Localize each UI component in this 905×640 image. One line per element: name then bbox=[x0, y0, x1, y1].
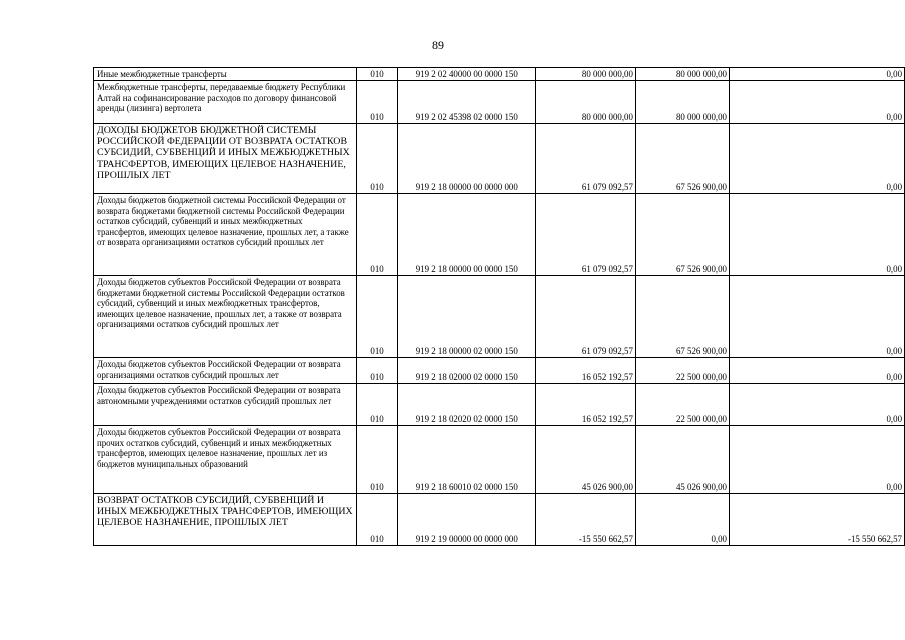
table-row bbox=[94, 426, 905, 494]
revenue-table-body bbox=[94, 68, 905, 546]
row-budget-code: 919 2 18 02000 02 0000 150 bbox=[398, 358, 536, 384]
row-admin-code: 010 bbox=[356, 384, 398, 426]
row-fact: 45 026 900,00 bbox=[635, 426, 729, 494]
row-admin-code: 010 bbox=[356, 276, 398, 358]
row-fact: 67 526 900,00 bbox=[635, 276, 729, 358]
row-name: ДОХОДЫ БЮДЖЕТОВ БЮДЖЕТНОЙ СИСТЕМЫ РОССИЙСКОЙ ФЕДЕРАЦИИ ОТ ВОЗВРАТА ОСТАТКОВ СУБСИДИЙ, СУБВЕНЦИЙ И ИНЫХ МЕЖБЮДЖЕТНЫХ ТРАНСФЕРТОВ, ИМЕЮЩИХ ЦЕЛЕВОЕ НАЗНАЧЕНИЕ, ПРОШЛЫХ ЛЕТ bbox=[94, 124, 357, 194]
row-fact: 67 526 900,00 bbox=[635, 124, 729, 194]
row-budget-code: 919 2 02 45398 02 0000 150 bbox=[398, 81, 536, 124]
row-budget-code: 919 2 18 60010 02 0000 150 bbox=[398, 426, 536, 494]
row-plan: 80 000 000,00 bbox=[536, 81, 636, 124]
row-budget-code: 919 2 18 00000 00 0000 000 bbox=[398, 124, 536, 194]
row-budget-code: 919 2 02 40000 00 0000 150 bbox=[398, 68, 536, 81]
row-admin-code: 010 bbox=[356, 81, 398, 124]
row-remainder: 0,00 bbox=[729, 384, 904, 426]
table-row bbox=[94, 81, 905, 124]
row-fact: 80 000 000,00 bbox=[635, 68, 729, 81]
row-name: ВОЗВРАТ ОСТАТКОВ СУБСИДИЙ, СУБВЕНЦИЙ И ИНЫХ МЕЖБЮДЖЕТНЫХ ТРАНСФЕРТОВ, ИМЕЮЩИХ ЦЕЛЕВОЕ НАЗНАЧЕНИЕ, ПРОШЛЫХ ЛЕТ bbox=[94, 494, 357, 546]
row-admin-code: 010 bbox=[356, 124, 398, 194]
table-row bbox=[94, 494, 905, 546]
table-row bbox=[94, 68, 905, 81]
row-budget-code: 919 2 18 00000 02 0000 150 bbox=[398, 276, 536, 358]
row-name: Доходы бюджетов субъектов Российской Федерации от возврата прочих остатков субсидий, субвенций и иных межбюджетных трансфертов, имеющих целевое назначение, прошлых лет из бюджетов муниципальных образований bbox=[94, 426, 357, 494]
row-budget-code: 919 2 18 00000 00 0000 150 bbox=[398, 194, 536, 276]
row-admin-code: 010 bbox=[356, 68, 398, 81]
revenue-table bbox=[93, 67, 905, 546]
row-budget-code: 919 2 19 00000 00 0000 000 bbox=[398, 494, 536, 546]
row-plan: 80 000 000,00 bbox=[536, 68, 636, 81]
row-fact: 0,00 bbox=[635, 494, 729, 546]
row-plan: 45 026 900,00 bbox=[536, 426, 636, 494]
row-name: Доходы бюджетов субъектов Российской Федерации от возврата автономными учреждениями остатков субсидий прошлых лет bbox=[94, 384, 357, 426]
table-row bbox=[94, 276, 905, 358]
row-plan: 16 052 192,57 bbox=[536, 384, 636, 426]
row-budget-code: 919 2 18 02020 02 0000 150 bbox=[398, 384, 536, 426]
row-fact: 80 000 000,00 bbox=[635, 81, 729, 124]
table-row bbox=[94, 358, 905, 384]
row-remainder: 0,00 bbox=[729, 68, 904, 81]
row-admin-code: 010 bbox=[356, 494, 398, 546]
row-admin-code: 010 bbox=[356, 426, 398, 494]
row-plan: 61 079 092,57 bbox=[536, 276, 636, 358]
row-remainder: 0,00 bbox=[729, 124, 904, 194]
row-plan: 61 079 092,57 bbox=[536, 124, 636, 194]
row-remainder: -15 550 662,57 bbox=[729, 494, 904, 546]
row-plan: 61 079 092,57 bbox=[536, 194, 636, 276]
row-fact: 67 526 900,00 bbox=[635, 194, 729, 276]
row-name: Доходы бюджетов субъектов Российской Федерации от возврата бюджетами бюджетной системы Российской Федерации остатков субсидий, субвенций и иных межбюджетных трансфертов, имеющих целевое назначение, прошлых лет, а также от возврата организациями остатков субсидий прошлых лет bbox=[94, 276, 357, 358]
table-row bbox=[94, 194, 905, 276]
row-name: Доходы бюджетов субъектов Российской Федерации от возврата организациями остатков субсидий прошлых лет bbox=[94, 358, 357, 384]
table-row bbox=[94, 384, 905, 426]
row-name: Иные межбюджетные трансферты bbox=[94, 68, 357, 81]
row-fact: 22 500 000,00 bbox=[635, 384, 729, 426]
row-admin-code: 010 bbox=[356, 358, 398, 384]
row-remainder: 0,00 bbox=[729, 276, 904, 358]
row-remainder: 0,00 bbox=[729, 358, 904, 384]
row-name: Межбюджетные трансферты, передаваемые бюджету Республики Алтай на софинансирование расходов по договору финансовой аренды (лизинга) вертолета bbox=[94, 81, 357, 124]
row-remainder: 0,00 bbox=[729, 426, 904, 494]
row-remainder: 0,00 bbox=[729, 81, 904, 124]
row-remainder: 0,00 bbox=[729, 194, 904, 276]
table-row bbox=[94, 124, 905, 194]
row-name: Доходы бюджетов бюджетной системы Российской Федерации от возврата бюджетами бюджетной системы Российской Федерации остатков субсидий, субвенций и иных межбюджетных трансфертов, имеющих целевое назначение, прошлых лет, а также от возврата организациями остатков субсидий прошлых лет bbox=[94, 194, 357, 276]
page-number: 89 bbox=[432, 38, 444, 52]
row-plan: 16 052 192,57 bbox=[536, 358, 636, 384]
row-fact: 22 500 000,00 bbox=[635, 358, 729, 384]
row-plan: -15 550 662,57 bbox=[536, 494, 636, 546]
row-admin-code: 010 bbox=[356, 194, 398, 276]
